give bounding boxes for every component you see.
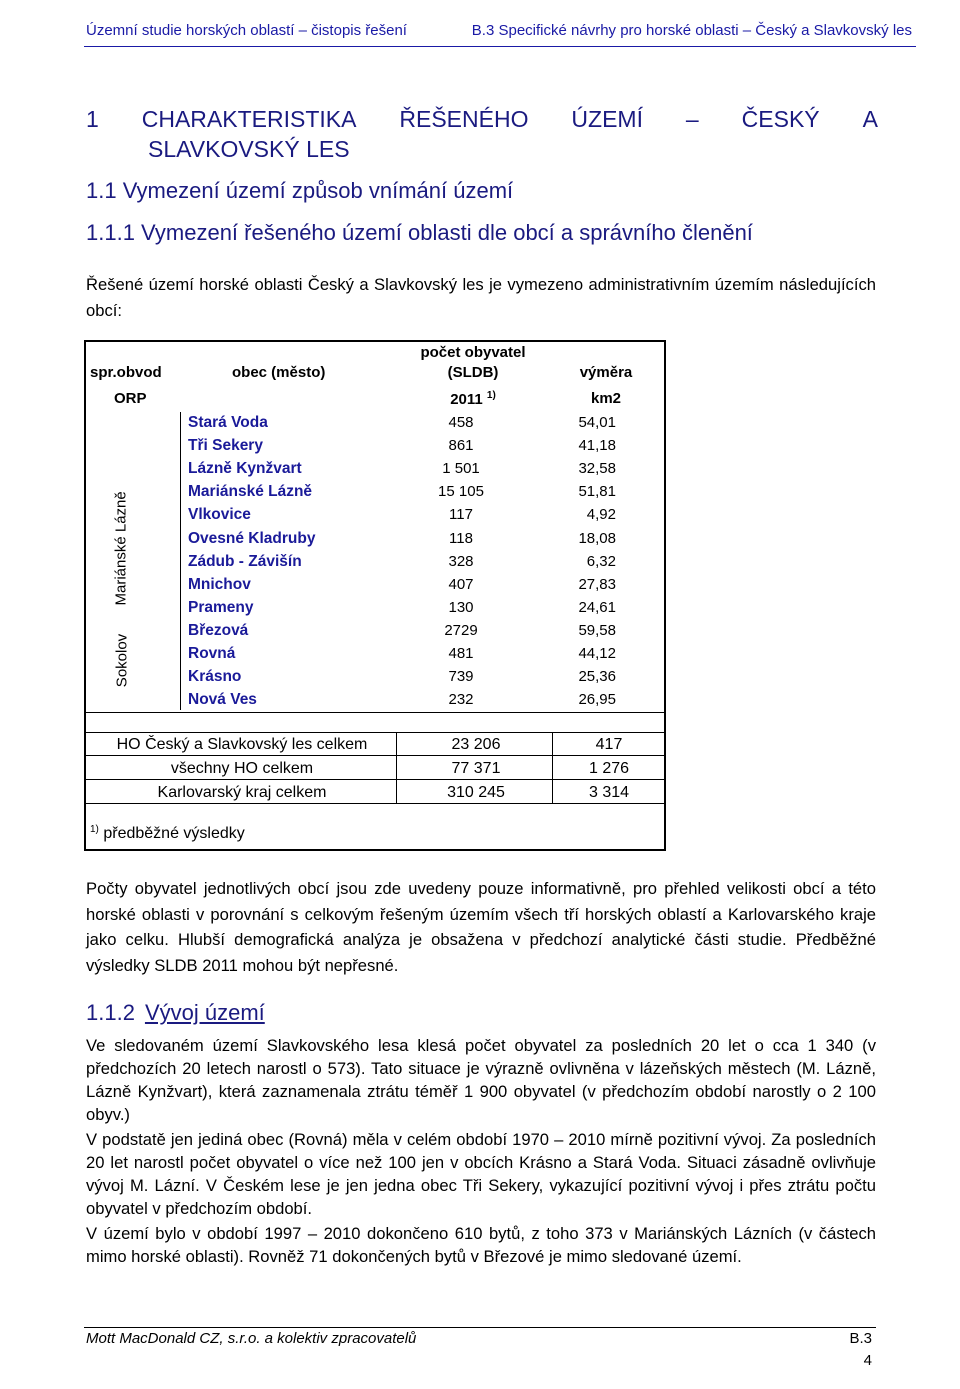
row-municipality: Lázně Kynžvart: [188, 460, 302, 478]
page-number: 4: [863, 1352, 872, 1369]
summary-label: HO Český a Slavkovský les celkem: [116, 736, 368, 753]
heading-3-vyvoj-number: 1.1.2: [86, 1000, 135, 1025]
row-area: 44,12: [578, 645, 616, 662]
row-municipality: Mariánské Lázně: [188, 483, 313, 501]
row-municipality: Krásno: [188, 668, 242, 686]
col-header-obec: obec (město): [232, 364, 326, 381]
row-population: 2729: [444, 621, 478, 639]
row-population: 458: [448, 414, 474, 431]
table-body-divider: [86, 712, 664, 713]
paragraph-4: V území bylo v období 1997 – 2010 dokončeno 610 bytů, z toho 373 v Mariánských Lázních (v částech mimo horské oblasti). Rovněž 71 dokončených bytů v Březové je mimo sledované území.: [86, 1224, 876, 1266]
header-divider: [84, 46, 916, 47]
row-municipality: Zádub - Závišín: [188, 552, 302, 570]
row-area: 6,32: [586, 552, 616, 570]
col-header-obvod: spr.obvod: [90, 364, 162, 381]
heading-1-word: –: [685, 106, 699, 132]
summary-pop: 23 206: [451, 736, 501, 753]
row-population: 1 501: [442, 460, 480, 478]
table-footnote: $^{1)}$ předběžné výsledky: [90, 824, 245, 842]
summary-area: 1 276: [588, 760, 630, 777]
row-area: 51,81: [578, 483, 616, 501]
heading-3-vyvoj-title: Vývoj území: [144, 1000, 265, 1025]
row-area: 54,01: [578, 414, 616, 431]
municipality-table: [84, 340, 666, 851]
row-population: 739: [448, 668, 474, 686]
col-header-pop-2: (SLDB): [447, 364, 499, 381]
row-area: 32,58: [578, 460, 616, 478]
row-area: 41,18: [578, 437, 616, 455]
heading-1-word: CHARAKTERISTIKA: [141, 106, 357, 132]
heading-2: 1.1 Vymezení území způsob vnímání území: [86, 178, 514, 203]
paragraph-1: Počty obyvatel jednotlivých obcí jsou zde uvedeny pouze informativně, pro přehled velikosti obcí a této horské oblasti v porovnání s celkovým řešeným územím všech tří horských oblastí a Karlovarského kraje jako celku. Hlubší demografická analýza je obsažena v předchozí analytické části studie. Předběžné výsledky SLDB 2011 mohou být nepřesné.: [86, 879, 876, 975]
group-label-marianske-lazne: Mariánské Lázně: [112, 491, 130, 606]
row-municipality: Tři Sekery: [188, 437, 263, 455]
row-area: 26,95: [578, 691, 616, 709]
paragraph-2: Ve sledovaném území Slavkovského lesa klesá počet obyvatel za posledních 20 let o cca 1 340 (v předchozích 20 letech narostl o 573). Tato situace je výrazně ovlivněna v lázeňských městech (M. Lázně, Lázně Kynžvart), která zaznamenala ztrátu téměř 1 900 obyvatel (v předchozím období narostly o 2 100 obyv.): [86, 1036, 876, 1124]
heading-1-word: ÚZEMÍ: [571, 106, 643, 132]
footer-left: Mott MacDonald CZ, s.r.o. a kolektiv zpracovatelů: [86, 1330, 417, 1347]
row-municipality: Stará Voda: [188, 414, 268, 431]
row-municipality: Březová: [188, 621, 249, 639]
col-header-area: výměra: [579, 364, 633, 381]
row-area: 25,36: [578, 668, 616, 686]
heading-1-word: ŘEŠENÉHO: [399, 106, 529, 132]
summary-bottom-line: [86, 803, 664, 804]
row-municipality: Vlkovice: [188, 506, 251, 524]
row-municipality: Ovesné Kladruby: [188, 529, 316, 547]
heading-1-word: ČESKÝ: [741, 106, 820, 132]
col-header-orp: ORP: [114, 390, 147, 407]
row-population: 118: [449, 529, 473, 547]
row-area: 59,58: [578, 621, 616, 639]
paragraph-3: V podstatě jen jediná obec (Rovná) měla v celém období 1970 – 2010 mírně pozitivní vývoj. Za posledních 20 let narostl počet obyvatel o více než 100 jen v obcích Krásno a Stará Voda. Situaci zásadně ovlivňuje vývoj M. Lázní. V Českém lese je jen jedna obec Tři Sekery, vykazující pozitivní vývoj i přes ztrátu počtu obyvatel v předchozím období.: [86, 1130, 876, 1218]
row-population: 232: [448, 691, 474, 709]
header-right: B.3 Specifické návrhy pro horské oblasti – Český a Slavkovský les: [471, 22, 912, 39]
group-divider: [180, 412, 181, 710]
row-population: 407: [448, 575, 474, 593]
summary-label: Karlovarský kraj celkem: [157, 784, 327, 801]
header-left: Územní studie horských oblastí – čistopis řešení: [86, 22, 407, 39]
col-header-pop-1: počet obyvatel: [420, 344, 526, 361]
heading-1-word: A: [862, 106, 878, 132]
row-area: 27,83: [578, 575, 616, 593]
row-population: 130: [448, 598, 474, 616]
group-label-sokolov: Sokolov: [113, 633, 131, 688]
row-municipality: Mnichov: [188, 575, 251, 593]
heading-3-vyvoj: [86, 1000, 265, 1026]
heading-1-number: 1: [86, 106, 99, 132]
summary-pop: 77 371: [451, 760, 501, 777]
footer-divider: [84, 1327, 876, 1328]
heading-3: 1.1.1 Vymezení řešeného území oblasti dle obcí a správního členění: [86, 220, 753, 245]
summary-top-line: [86, 732, 664, 733]
row-municipality: Prameny: [188, 598, 254, 616]
summary-label: všechny HO celkem: [170, 760, 314, 777]
row-population: 328: [448, 552, 474, 570]
row-municipality: Rovná: [188, 645, 236, 662]
summary-area: 3 314: [588, 784, 630, 801]
row-population: 481: [448, 645, 474, 662]
summary-pop: 310 245: [447, 784, 505, 801]
row-area: 24,61: [578, 598, 616, 616]
summary-line: [86, 779, 664, 780]
heading-1-line-2: SLAVKOVSKÝ LES: [148, 136, 350, 162]
intro-paragraph: Řešené území horské oblasti Český a Slavkovský les je vymezeno administrativním územím následujících obcí:: [86, 275, 876, 320]
row-area: 18,08: [578, 529, 616, 547]
heading-1: [86, 104, 878, 164]
summary-area: 417: [595, 736, 623, 753]
col-header-pop-3: 2011 $^{1)}$: [450, 390, 496, 408]
row-population: 861: [448, 437, 474, 455]
row-population: 15 105: [438, 483, 484, 501]
footer-right: B.3: [849, 1330, 872, 1347]
row-population: 117: [449, 506, 473, 524]
row-municipality: Nová Ves: [188, 691, 257, 709]
row-area: 4,92: [586, 506, 616, 524]
col-header-area-unit: km2: [590, 390, 622, 407]
summary-line: [86, 755, 664, 756]
